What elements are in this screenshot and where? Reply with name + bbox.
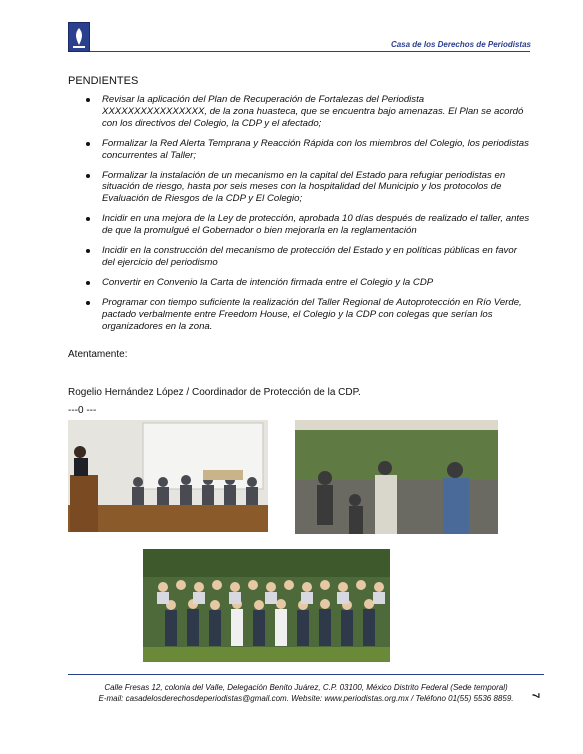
list-item bbox=[86, 245, 530, 269]
list-item-text: Programar con tiempo suficiente la realización del Taller Regional de Autoprotección en Río Verde, pactado verbalmente entre Freedom House, el Colegio y la CDP con colegas que serían los organizadores en la zona. bbox=[102, 296, 522, 332]
list-item-text: Formalizar la instalación de un mecanismo en la capital del Estado para refugiar periodistas en situación de riesgo, hasta por seis meses con la hospitalidad del Municipio y los protocolos de Evaluación de Riesgos de la CDP y El Colegio; bbox=[102, 169, 506, 205]
list-item-text: Formalizar la Red Alerta Temprana y Reacción Rápida con los miembros del Colegio, los periodistas concurrentes al Taller; bbox=[102, 137, 529, 161]
list-item bbox=[86, 213, 530, 237]
list-item-text: Revisar la aplicación del Plan de Recuperación de Fortalezas del Periodista XXXXXXXXXXXXXXXX, de la zona huasteca, que se encuentra bajo amenazas. El Plan se acordó con los directivos del Colegio, la CDP y el afectado; bbox=[102, 94, 524, 129]
bullet-icon bbox=[86, 301, 90, 305]
header-rule bbox=[90, 51, 530, 52]
list-item bbox=[86, 170, 530, 206]
photo-outdoor-handshake bbox=[295, 420, 498, 534]
page-number: 7 bbox=[529, 692, 541, 699]
bullet-icon bbox=[86, 142, 90, 146]
bullet-icon bbox=[86, 249, 90, 253]
list-item bbox=[86, 138, 530, 162]
footer-address: Calle Fresas 12, colonia del Valle, Delegación Benito Juárez, C.P. 03100, México Distrito Federal (Sede temporal) bbox=[104, 683, 508, 692]
list-item-text: Incidir en la construcción del mecanismo de protección del Estado y en políticas públicas en favor del ejercicio del periodismo bbox=[102, 245, 517, 268]
photo-panel-meeting bbox=[68, 420, 268, 532]
list-item-text: Convertir en Convenio la Carta de intención firmada entre el Colegio y la CDP bbox=[102, 276, 434, 288]
list-item bbox=[86, 297, 530, 333]
separator-text: ---0 --- bbox=[68, 405, 97, 416]
bullet-icon bbox=[86, 98, 90, 102]
list-item-text: Incidir en una mejora de la Ley de protección, aprobada 10 días después de realizado el taller, antes de que la promulgué el Gobernador o bien mejorarla en la reglamentación bbox=[102, 213, 530, 237]
bullet-icon bbox=[86, 281, 90, 285]
bullet-icon bbox=[86, 217, 90, 221]
logo bbox=[68, 22, 90, 52]
signature-text: Rogelio Hernández López / Coordinador de Protección de la CDP. bbox=[68, 387, 361, 398]
header-title: Casa de los Derechos de Periodistas bbox=[390, 40, 531, 49]
bullet-icon bbox=[86, 174, 90, 178]
closing-text: Atentamente: bbox=[68, 349, 128, 360]
pending-list bbox=[86, 94, 530, 341]
photo-group-portrait bbox=[143, 549, 390, 662]
footer-rule bbox=[68, 674, 544, 675]
list-item bbox=[86, 277, 530, 289]
footer-contact: E-mail: casadelosderechosdeperiodistas@gmail.com. Website: www.periodistas.org.mx / Teléfono 01(55) 5536 8859. bbox=[98, 694, 514, 703]
list-item bbox=[86, 94, 530, 130]
section-heading: PENDIENTES bbox=[68, 75, 139, 87]
